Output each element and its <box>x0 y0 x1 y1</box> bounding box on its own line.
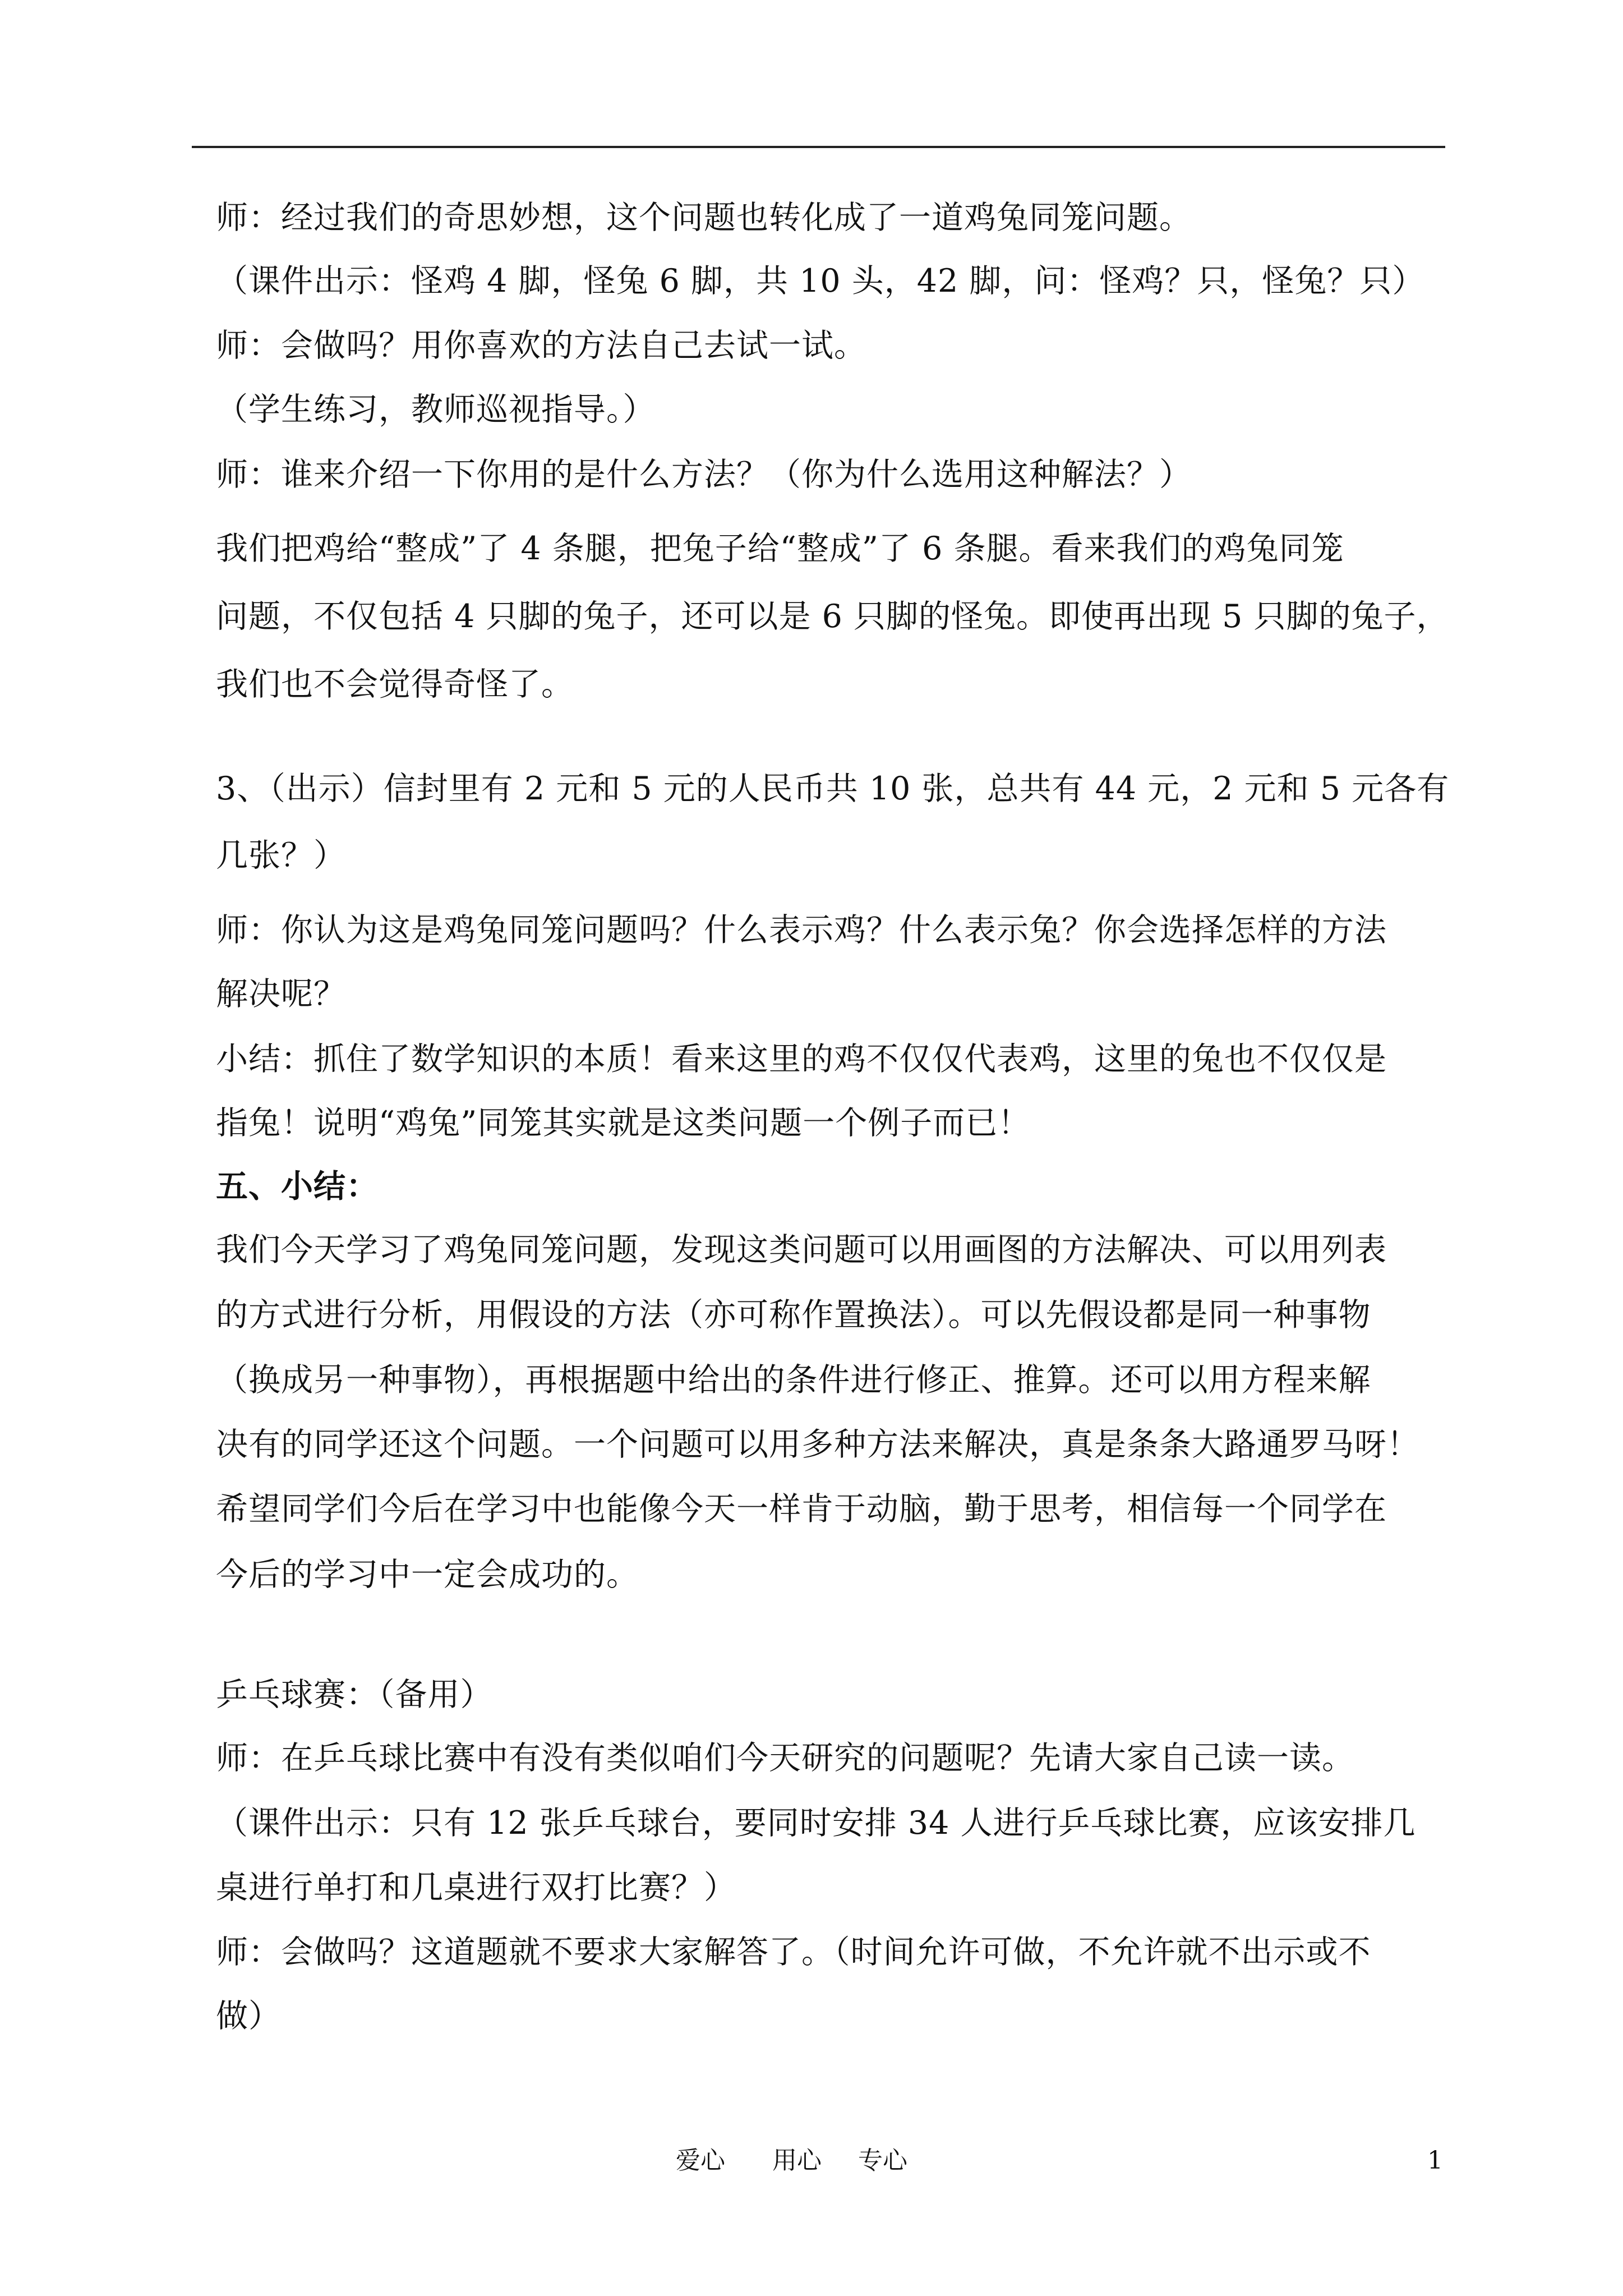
text-line: 师：在乒乓球比赛中有没有类似咱们今天研究的问题呢？先请大家自己读一读。 <box>216 1740 1354 1777</box>
text-line: 几张？） <box>216 837 346 874</box>
text-line: 的方式进行分析，用假设的方法（亦可称作置换法）。可以先假设都是同一种事物 <box>216 1296 1371 1333</box>
text-line: 问题，不仅包括 4 只脚的兔子，还可以是 6 只脚的怪兔。即使再出现 5 只脚的兔子， <box>216 598 1449 635</box>
text-line: 小结：抓住了数学知识的本质！看来这里的鸡不仅仅代表鸡，这里的兔也不仅仅是 <box>216 1041 1387 1078</box>
text-line: （学生练习，教师巡视指导。） <box>216 391 656 428</box>
footer-slogan-2: 用心 <box>772 2146 822 2175</box>
text-line: 师：谁来介绍一下你用的是什么方法？（你为什么选用这种解法？） <box>216 456 1192 493</box>
text-line: （换成另一种事物），再根据题中给出的条件进行修正、推算。还可以用方程来解 <box>216 1361 1371 1398</box>
footer-slogan-3: 专心 <box>858 2146 907 2175</box>
text-line: 师：会做吗？这道题就不要求大家解答了。（时间允许可做，不允许就不出示或不 <box>216 1934 1371 1971</box>
footer-slogan-1: 爱心 <box>676 2146 725 2175</box>
text-line: 解决呢？ <box>216 976 346 1013</box>
text-line: 师：经过我们的奇思妙想，这个问题也转化成了一道鸡兔同笼问题。 <box>216 199 1192 236</box>
text-line: 决有的同学还这个问题。一个问题可以用多种方法来解决，真是条条大路通罗马呀！ <box>216 1426 1419 1463</box>
text-line: 做） <box>216 1998 281 2035</box>
text-line: 师：会做吗？用你喜欢的方法自己去试一试。 <box>216 327 866 364</box>
text-line: （课件出示：只有 12 张乒乓球台，要同时安排 34 人进行乒乓球比赛，应该安排几 <box>216 1805 1416 1842</box>
text-line: 乒乓球赛：（备用） <box>216 1676 493 1713</box>
text-line: 希望同学们今后在学习中也能像今天一样肯于动脑，勤于思考，相信每一个同学在 <box>216 1490 1387 1527</box>
text-line: 我们今天学习了鸡兔同笼问题，发现这类问题可以用画图的方法解决、可以用列表 <box>216 1231 1387 1268</box>
text-line: （课件出示：怪鸡 4 脚，怪兔 6 脚，共 10 头，42 脚，问：怪鸡？只，怪兔？只） <box>216 263 1425 300</box>
text-line: 师：你认为这是鸡兔同笼问题吗？什么表示鸡？什么表示兔？你会选择怎样的方法 <box>216 912 1387 949</box>
header-rule <box>192 146 1445 148</box>
text-line: 我们把鸡给“整成”了 4 条腿，把兔子给“整成”了 6 条腿。看来我们的鸡兔同笼 <box>216 530 1344 567</box>
page-number: 1 <box>1427 2146 1443 2175</box>
section-heading: 五、小结： <box>216 1167 379 1205</box>
text-line: 今后的学习中一定会成功的。 <box>216 1556 639 1593</box>
text-line: 我们也不会觉得奇怪了。 <box>216 666 574 703</box>
text-line: 桌进行单打和几桌进行双打比赛？） <box>216 1869 736 1906</box>
text-line: 3、（出示）信封里有 2 元和 5 元的人民币共 10 张，总共有 44 元，2 元和 5 元各有 <box>216 770 1450 807</box>
text-line: 指兔！说明“鸡兔”同笼其实就是这类问题一个例子而已！ <box>216 1105 1031 1142</box>
